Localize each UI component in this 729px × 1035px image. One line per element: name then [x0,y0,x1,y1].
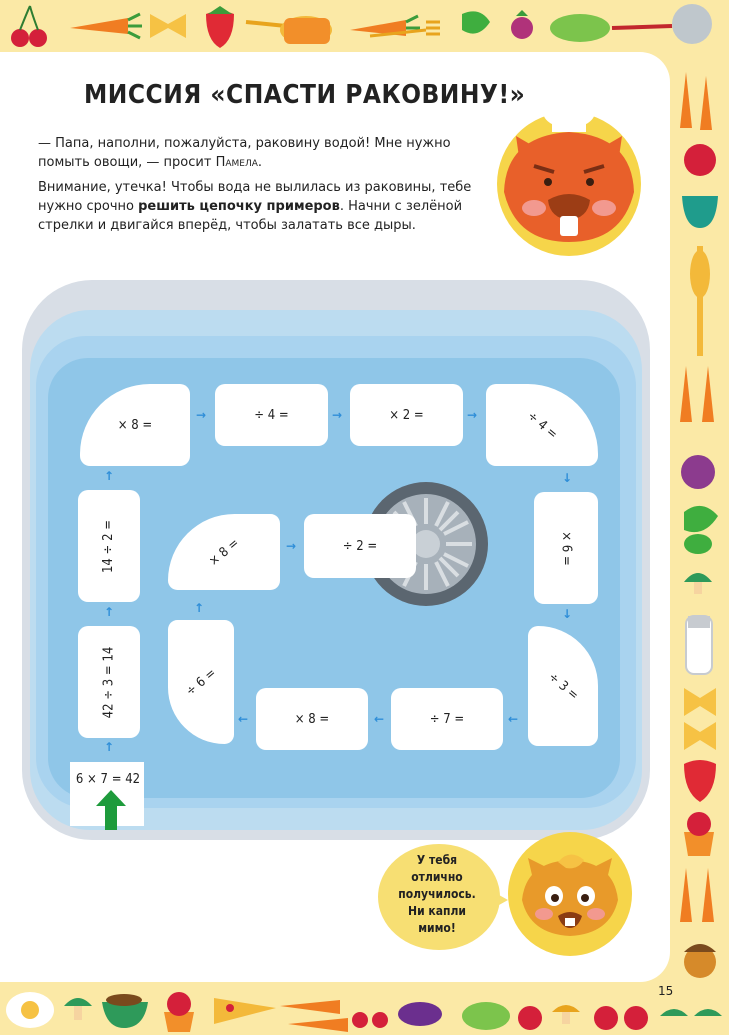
cupcake-icon [684,812,714,856]
pasta-icon [684,688,716,750]
example-text: × 8 = [294,711,330,727]
intro-p2-text-b: . Начни с зелёной стрелки и двигайся вперёд, чтобы залатать все дыры. [38,199,463,233]
character-name: Памела [215,155,258,170]
acorn-icon [684,944,716,978]
mushroom-icon [660,1009,722,1016]
cupcake-icon [164,992,194,1032]
example-tile [215,384,328,446]
example-text: × 8 = [117,417,153,433]
example-text: × 2 = [389,407,424,423]
raspberry-icon [511,10,533,39]
start-arrow-icon [96,790,126,830]
mushroom-icon [552,1005,580,1024]
intro-p1-text: — Папа, наполни, пожалуйста, раковину водой! Мне нужно помыть овощи, — просит [38,136,451,170]
example-text: ÷ 4 = [254,407,289,423]
eggplant-icon [398,1002,442,1026]
intro-paragraph-1 [38,134,488,172]
bubble-line: мимо! [418,921,456,935]
pot-icon [284,18,330,44]
strawberry-icon [684,760,716,802]
example-text: ÷ 4 = [523,408,561,442]
example-text: 42 ÷ 3 = 14 [101,646,117,718]
mushroom-icon [64,998,92,1020]
arrow-down-icon: ↓ [562,607,573,621]
intro-paragraph-2 [38,178,488,235]
example-tile [256,688,368,750]
example-text: ÷ 2 = [342,538,378,554]
arrow-right-icon: → [467,408,478,422]
onion-icon [681,455,715,489]
carrot-icon [70,14,142,38]
carrot-icon [680,868,714,922]
intro-p2-text-a: Внимание, утечка! Чтобы вода не вылилась из раковины, тебе нужно срочно [38,180,472,214]
arrow-left-icon: ← [374,712,385,726]
colander-icon [612,4,712,44]
arrow-right-icon: → [332,408,343,422]
example-text: ÷ 7 = [429,711,465,727]
lettuce-icon [550,14,610,42]
egg-icon [6,992,54,1028]
page-number: 15 [658,984,674,998]
fork-icon [690,246,710,356]
bubble-line: получилось. [398,887,476,901]
arrow-up-icon: ↑ [194,601,205,615]
food-border-right [670,52,729,982]
example-text: 14 ÷ 2 = [101,519,117,573]
pizza-icon [214,998,276,1024]
intro-emphasis: решить цепочку примеров [138,199,340,214]
bubble-line: Ни капли [408,904,466,918]
example-tile [78,626,140,738]
example-tile [304,514,416,578]
arrow-down-icon: ↓ [562,471,573,485]
bubble-line: У тебя [416,853,458,867]
basil-icon [462,11,490,33]
chef-squirrel-illustration [482,92,656,258]
arrow-up-icon: ↑ [104,740,115,754]
intro-text [38,134,488,241]
cherry-icon [11,6,47,47]
food-border-top [0,0,729,52]
cherry-icon [352,1012,388,1028]
carrot-icon [680,366,714,422]
bubble-line: отлично [411,870,463,884]
tomato-icon [518,1006,542,1030]
squirrel-illustration [506,830,634,958]
salt-shaker-icon [686,616,712,674]
example-text: ÷ 3 = [544,669,582,703]
arrow-left-icon: ← [508,712,519,726]
example-text: × 8 = [205,535,243,569]
speech-bubble-text [380,852,494,937]
page-title: МИССИЯ «СПАСТИ РАКОВИНУ!» [84,80,526,110]
food-border-bottom [0,982,729,1035]
arrow-right-icon: → [196,408,207,422]
example-tile [391,688,503,750]
start-example: 6 × 7 = 42 [75,772,141,787]
example-tile [78,490,140,602]
apple-icon [684,144,716,176]
example-text: ÷ 6 = [182,665,220,699]
example-text: × 6 = [558,530,574,566]
example-tile [534,492,598,604]
raspberry-icon [594,1006,648,1030]
strawberry-icon [206,6,234,48]
intro-p1-end: . [257,155,263,170]
lettuce-icon [462,1002,510,1030]
basil-icon [684,506,718,554]
carrot-icon [680,72,712,130]
arrow-left-icon: ← [238,712,249,726]
arrow-right-icon: → [286,539,297,553]
mushroom-icon [684,573,712,594]
arrow-up-icon: ↑ [104,469,115,483]
bowl-icon [102,994,148,1028]
arrow-up-icon: ↑ [104,605,115,619]
pasta-icon [150,14,186,38]
carrot-icon [280,1000,348,1032]
example-tile [350,384,463,446]
bowl-icon [682,196,718,228]
